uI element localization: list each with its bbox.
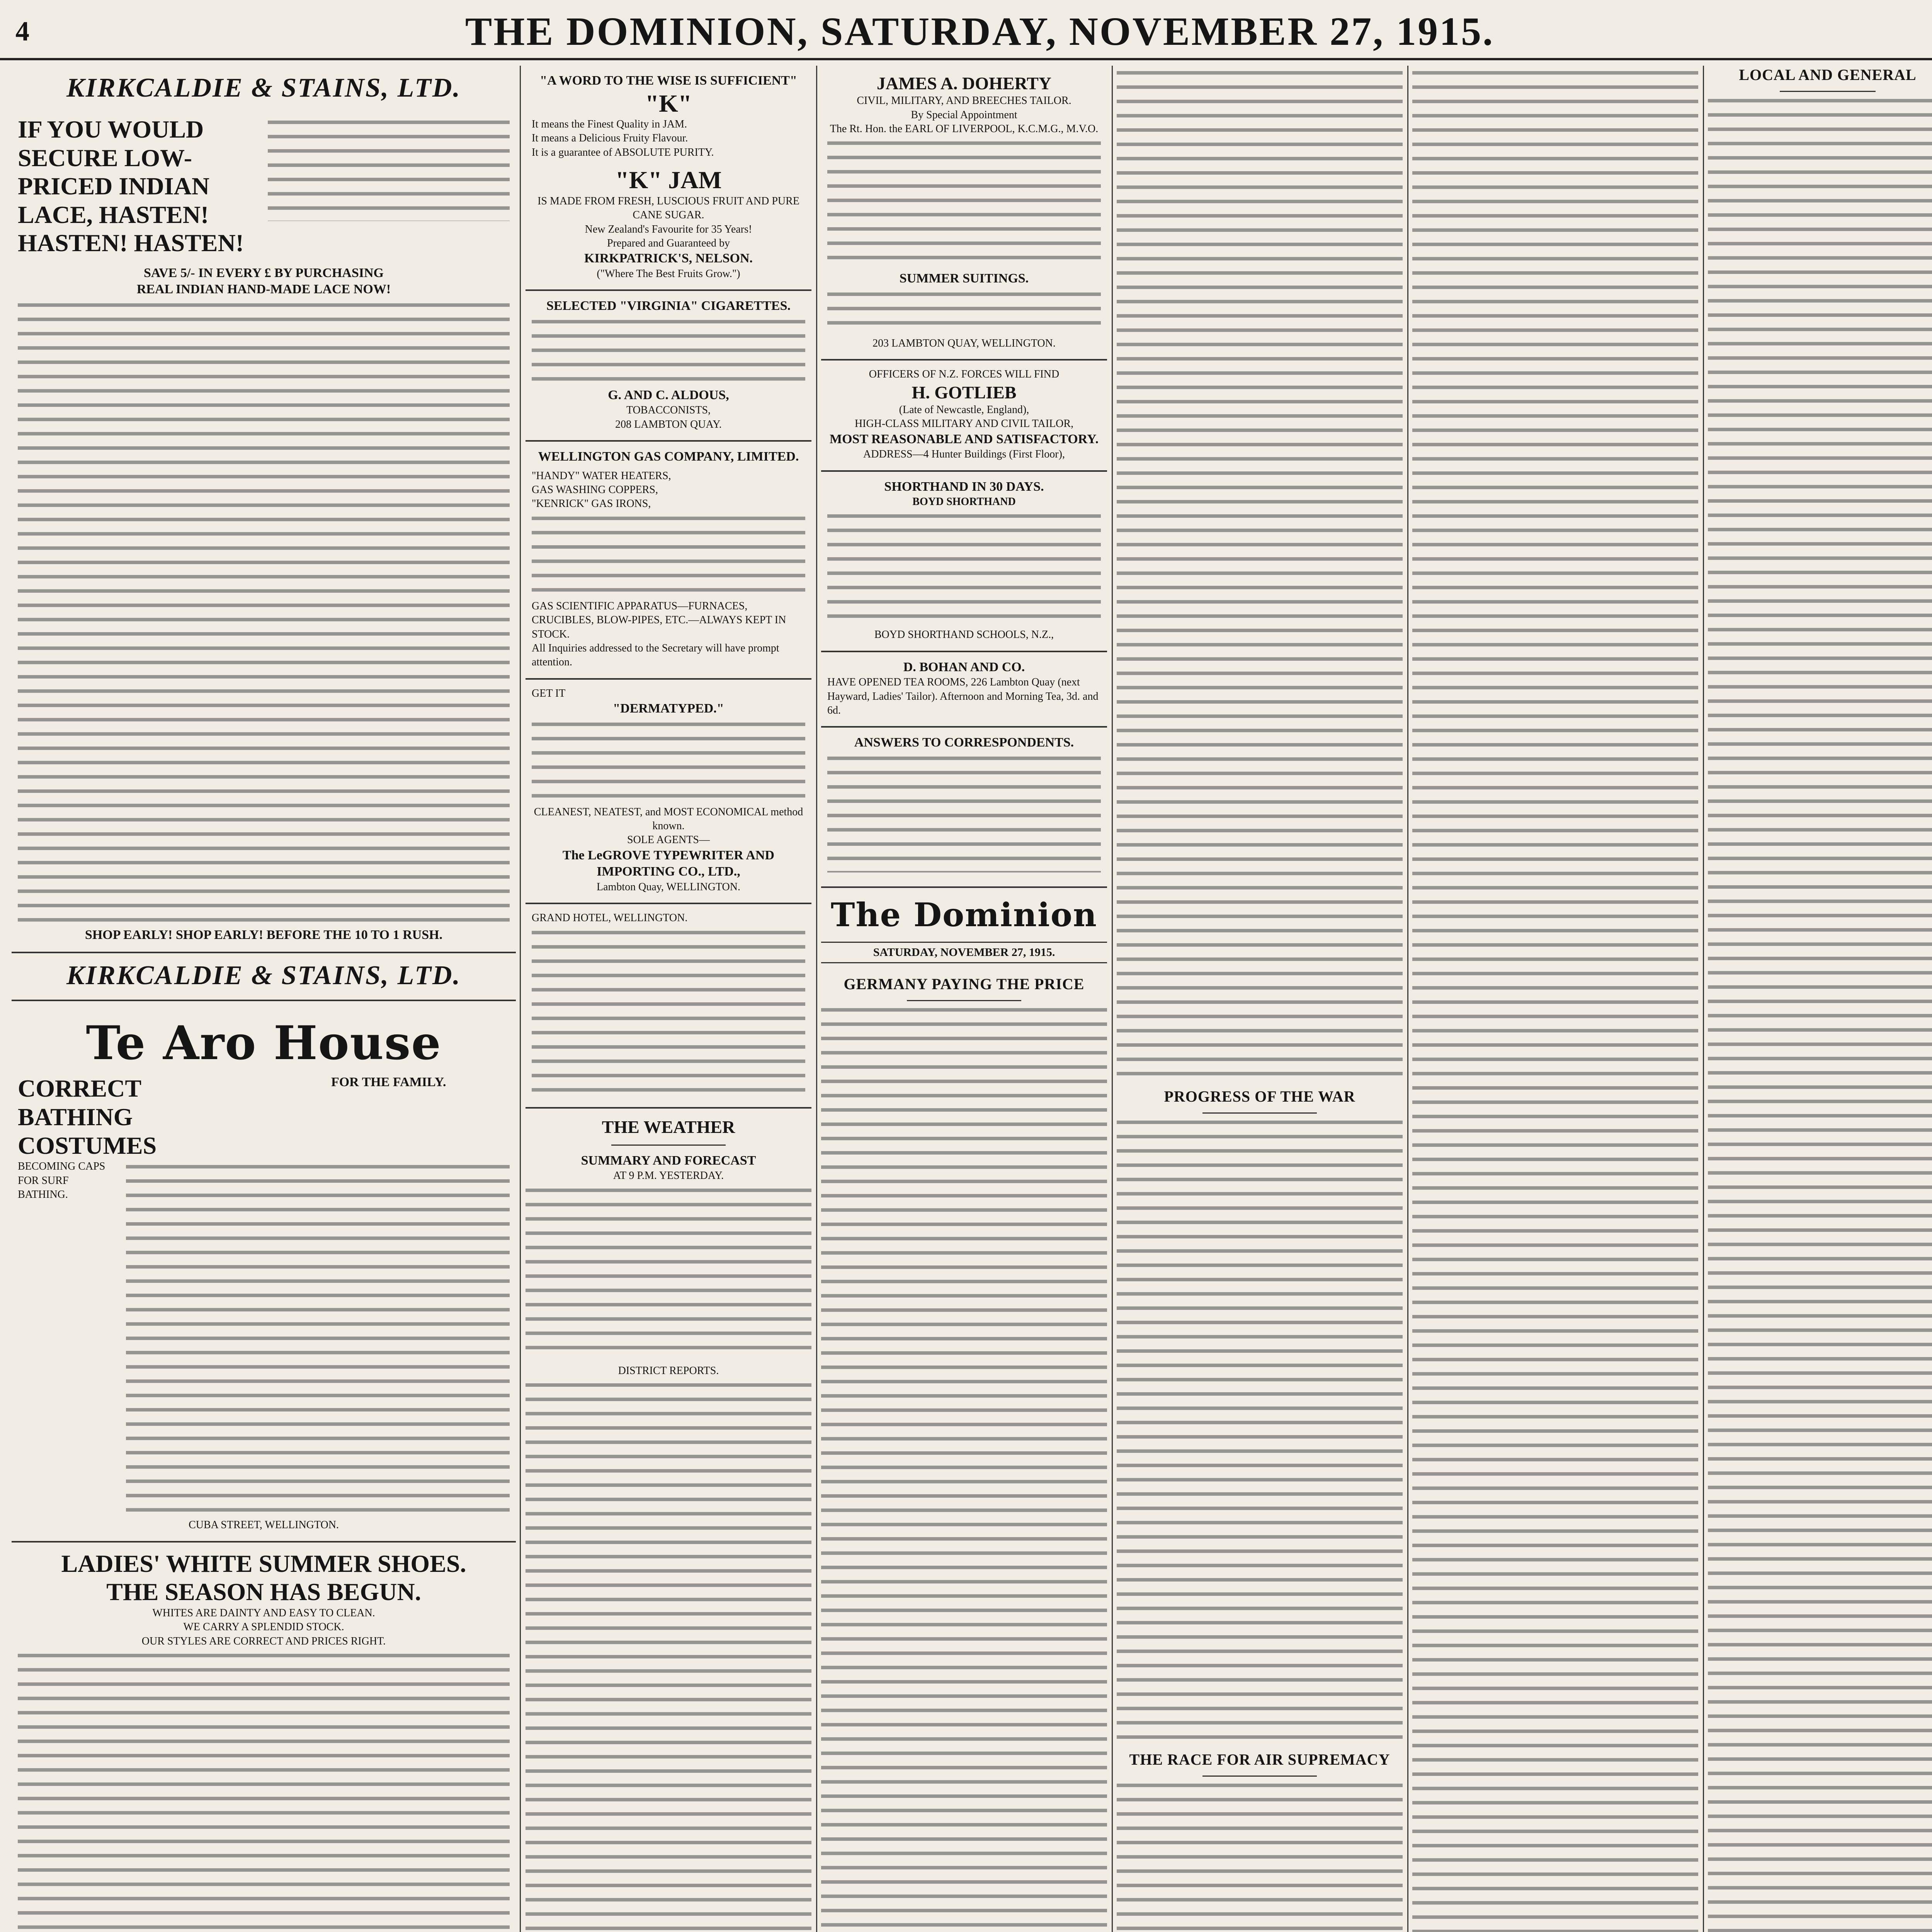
aldous-name: G. AND C. ALDOUS, <box>608 388 729 402</box>
lace-price-list <box>18 303 510 922</box>
gas-title: WELLINGTON GAS COMPANY, LIMITED. <box>538 449 799 464</box>
hannah-subline: OUR STYLES ARE CORRECT AND PRICES RIGHT. <box>141 1635 386 1647</box>
answers-title: ANSWERS TO CORRESPONDENTS. <box>854 735 1074 750</box>
gotlieb-origin: (Late of Newcastle, England), <box>899 403 1029 416</box>
dermatyped-ad <box>526 680 811 904</box>
hannah-headline: THE SEASON HAS BEGUN. <box>106 1578 421 1606</box>
germany-continued-text <box>1117 71 1403 1076</box>
k-line: It means a Delicious Fruity Flavour. <box>532 132 688 145</box>
kirkcaldie-heading: KIRKCALDIE & STAINS, LTD. <box>66 73 461 103</box>
suitings-text <box>827 293 1101 331</box>
lace-offer-line: SAVE 5/- IN EVERY £ BY PURCHASING <box>144 265 384 280</box>
lace-offer-line: REAL INDIAN HAND-MADE LACE NOW! <box>136 282 391 297</box>
te-aro-house-title: Te Aro House <box>86 1016 442 1071</box>
surf-caps-note: BECOMING CAPS FOR SURF BATHING. <box>18 1160 105 1201</box>
local-general-title: LOCAL AND GENERAL <box>1739 66 1917 83</box>
doherty-tailor-ad <box>821 66 1107 361</box>
bohan-body: HAVE OPENED TEA ROOMS, 226 Lambton Quay (next Hayward, Ladies' Tailor). Afternoon and Morning Tea, 3d. and 6d. <box>827 676 1099 717</box>
district-reports-title: DISTRICT REPORTS. <box>618 1364 719 1377</box>
gotlieb-ad <box>821 361 1107 471</box>
derma-text <box>532 723 805 800</box>
derma-agents: SOLE AGENTS— <box>627 834 710 846</box>
boyd-school: BOYD SHORTHAND SCHOOLS, N.Z., <box>874 629 1054 641</box>
k-line: It means the Finest Quality in JAM. <box>532 118 687 131</box>
boyd-shorthand-ad <box>821 472 1107 652</box>
germany-paying-title: GERMANY PAYING THE PRICE <box>844 975 1085 993</box>
progress-war-continued-text <box>1412 71 1698 1932</box>
kirkcaldie-heading: KIRKCALDIE & STAINS, LTD. <box>66 961 461 991</box>
shop-early-line: SHOP EARLY! SHOP EARLY! BEFORE THE 10 TO 1 RUSH. <box>85 927 443 942</box>
weather-sub: SUMMARY AND FORECAST <box>581 1153 756 1168</box>
gotlieb-address: ADDRESS—4 Hunter Buildings (First Floor), <box>863 448 1065 461</box>
dominion-date: SATURDAY, NOVEMBER 27, 1915. <box>821 942 1107 963</box>
kirkpatricks-name: KIRKPATRICK'S, NELSON. <box>584 251 753 266</box>
k-letter: "K" <box>645 89 692 117</box>
column-1 <box>12 66 516 1932</box>
kirkcaldie-signature <box>12 953 516 1001</box>
derma-name: "DERMATYPED." <box>613 701 724 716</box>
wellington-gas-ad <box>526 442 811 680</box>
page-number: 4 <box>15 16 29 47</box>
k-jam-prepared: Prepared and Guaranteed by <box>607 237 730 250</box>
column-rule <box>816 66 817 1932</box>
aldous-trade: TOBACCONISTS, <box>626 404 711 417</box>
legrove-address: Lambton Quay, WELLINGTON. <box>597 881 740 893</box>
doherty-text <box>827 141 1101 265</box>
bathing-costumes-heading: CORRECT BATHING COSTUMES <box>18 1075 157 1159</box>
gas-item: "HANDY" WATER HEATERS, <box>532 469 671 482</box>
k-jam-title: "K" JAM <box>615 166 722 194</box>
column-5 <box>1412 66 1698 1932</box>
virginia-title: SELECTED "VIRGINIA" CIGARETTES. <box>546 299 791 313</box>
boyd-name: BOYD SHORTHAND <box>912 496 1016 508</box>
doherty-address: 203 LAMBTON QUAY, WELLINGTON. <box>872 337 1056 349</box>
gotlieb-trade: HIGH-CLASS MILITARY AND CIVIL TAILOR, <box>854 418 1074 430</box>
bohan-name: D. BOHAN AND CO. <box>903 660 1025 674</box>
doherty-appointment: By Special Appointment <box>911 109 1017 121</box>
masthead <box>0 0 1932 60</box>
progress-war-title: PROGRESS OF THE WAR <box>1164 1088 1355 1105</box>
column-rule <box>1112 66 1113 1932</box>
weather-time: AT 9 P.M. YESTERDAY. <box>613 1170 724 1182</box>
grand-hotel-text <box>532 931 805 1093</box>
k-jam-body: IS MADE FROM FRESH, LUSCIOUS FRUIT AND PURE CANE SUGAR. <box>537 195 799 221</box>
legrove-name: The LeGROVE TYPEWRITER AND IMPORTING CO., LTD., <box>562 848 775 879</box>
column-rule <box>1703 66 1704 1932</box>
derma-tagline: CLEANEST, NEATEST, and MOST ECONOMICAL method known. <box>534 806 803 832</box>
answers-correspondents <box>821 728 1107 888</box>
gotlieb-title: OFFICERS OF N.Z. FORCES WILL FIND <box>869 368 1060 381</box>
bohan-tea-rooms-ad <box>821 652 1107 728</box>
gas-item: GAS WASHING COPPERS, <box>532 483 658 496</box>
for-the-family-heading: FOR THE FAMILY. <box>331 1075 446 1090</box>
grand-hotel-ad <box>526 904 811 1108</box>
weather-forecast-text <box>526 1189 811 1359</box>
column-3 <box>821 66 1107 1932</box>
dominion-nameplate: The Dominion <box>830 895 1097 934</box>
te-aro-address: CUBA STREET, WELLINGTON. <box>189 1519 339 1531</box>
kirkpatricks-motto: ("Where The Best Fruits Grow.") <box>597 267 740 280</box>
doherty-name: JAMES A. DOHERTY <box>876 73 1052 93</box>
germany-paying-text <box>821 1008 1107 1932</box>
grand-hotel-title: GRAND HOTEL, WELLINGTON. <box>532 912 688 924</box>
word-to-wise: "A WORD TO THE WISE IS SUFFICIENT" <box>540 73 797 88</box>
progress-war-text <box>1117 1121 1403 1739</box>
column-rule <box>520 66 521 1932</box>
virginia-text <box>532 320 805 382</box>
boyd-text <box>827 514 1101 622</box>
te-aro-house-ad <box>12 1001 516 1542</box>
hannah-shoe-list <box>18 1654 510 1932</box>
gotlieb-claim: MOST REASONABLE AND SATISFACTORY. <box>830 432 1099 446</box>
district-reports-text <box>526 1383 811 1932</box>
doherty-earl: The Rt. Hon. the EARL OF LIVERPOOL, K.C.M.G., M.V.O. <box>830 122 1099 135</box>
doherty-trade: CIVIL, MILITARY, AND BREECHES TAILOR. <box>857 95 1071 107</box>
aldous-address: 208 LAMBTON QUAY. <box>615 418 722 430</box>
lace-intro-text <box>268 121 510 221</box>
k-line: It is a guarantee of ABSOLUTE PURITY. <box>532 146 714 158</box>
bathing-costumes-price-list <box>126 1165 510 1513</box>
virginia-cigarettes-ad <box>526 291 811 442</box>
gas-text <box>532 517 805 594</box>
gas-scientific: GAS SCIENTIFIC APPARATUS—FURNACES, CRUCIBLES, BLOW-PIPES, ETC.—ALWAYS KEPT IN STOCK. <box>532 600 786 640</box>
race-air-text <box>1117 1784 1403 1932</box>
k-jam-favourite: New Zealand's Favourite for 35 Years! <box>585 223 752 235</box>
local-general-text <box>1708 99 1932 1932</box>
hannah-subline: WE CARRY A SPLENDID STOCK. <box>183 1621 344 1633</box>
summer-suitings-title: SUMMER SUITINGS. <box>899 271 1029 286</box>
column-2 <box>526 66 811 1932</box>
k-jam-ad <box>526 66 811 291</box>
newspaper-title: THE DOMINION, SATURDAY, NOVEMBER 27, 1915. <box>465 9 1495 54</box>
hannah-subline: WHITES ARE DAINTY AND EASY TO CLEAN. <box>152 1607 375 1619</box>
shorthand-title: SHORTHAND IN 30 DAYS. <box>884 479 1044 494</box>
gas-secretary: All Inquiries addressed to the Secretary will have prompt attention. <box>532 642 779 668</box>
column-rule <box>1407 66 1408 1932</box>
column-4 <box>1117 66 1403 1932</box>
derma-getit: GET IT <box>532 687 566 699</box>
answers-text <box>827 757 1101 872</box>
gotlieb-name: H. GOTLIEB <box>912 382 1017 402</box>
lace-headline: IF YOU WOULD SECURE LOW-PRICED INDIAN LACE, HASTEN! HASTEN! HASTEN! <box>18 116 244 257</box>
kirkcaldie-lace-ad <box>12 66 516 953</box>
hannah-shoes-ad <box>12 1543 516 1932</box>
gas-item: "KENRICK" GAS IRONS, <box>532 498 651 510</box>
race-air-title: THE RACE FOR AIR SUPREMACY <box>1129 1751 1390 1768</box>
weather-title: THE WEATHER <box>602 1117 735 1137</box>
hannah-headline: LADIES' WHITE SUMMER SHOES. <box>61 1549 466 1577</box>
column-6 <box>1708 66 1932 1932</box>
